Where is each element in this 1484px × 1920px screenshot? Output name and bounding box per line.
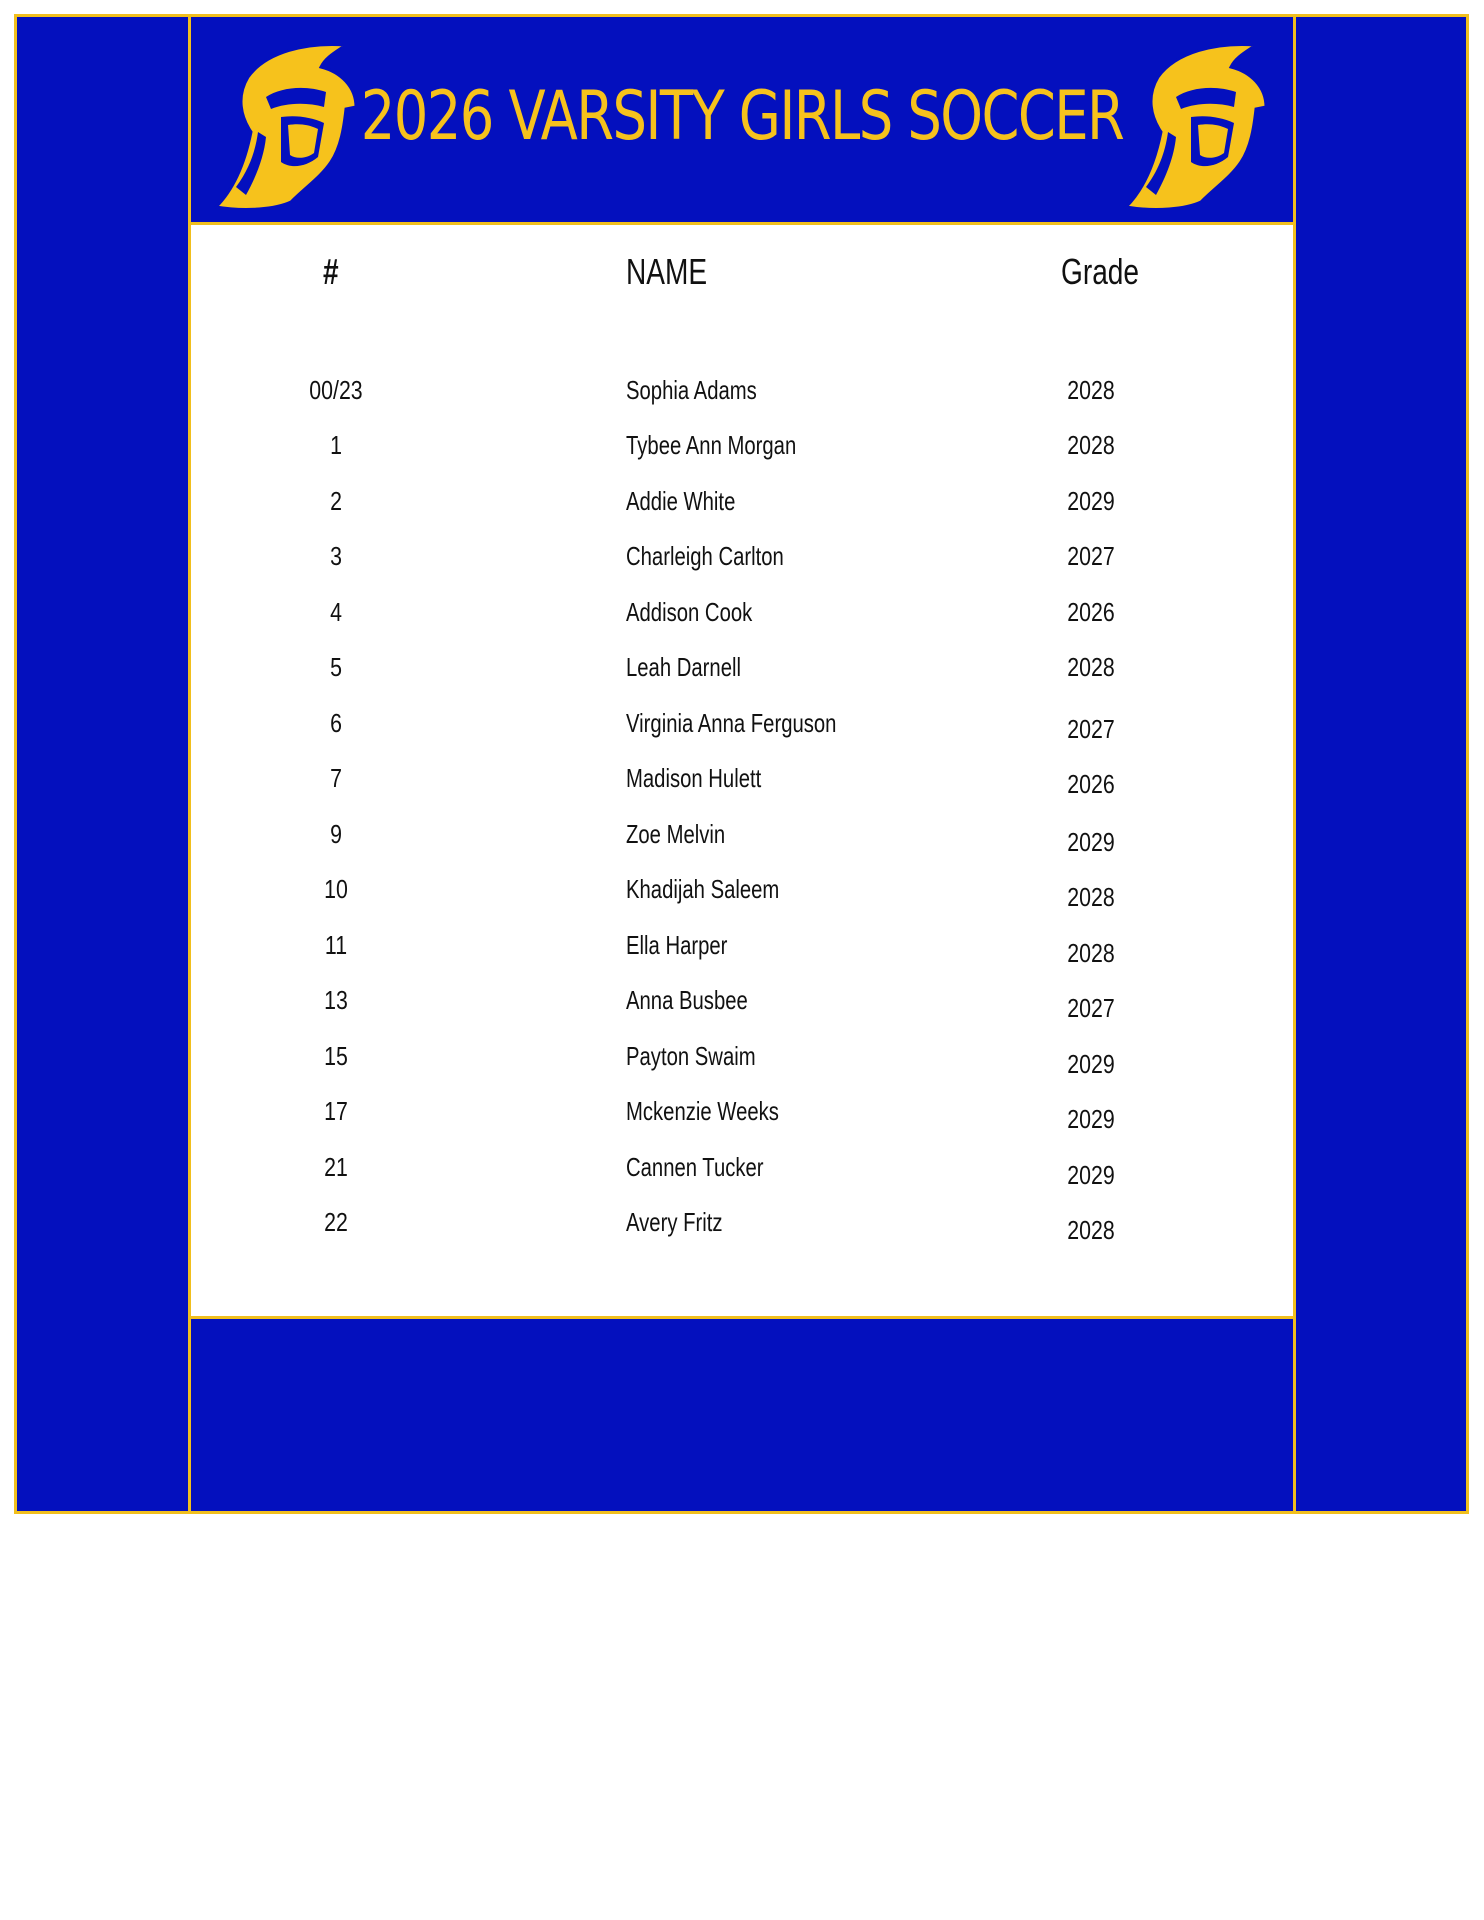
player-grade: 2028 (1067, 938, 1115, 968)
table-row (191, 710, 1293, 744)
player-number: 7 (330, 763, 342, 793)
player-number: 21 (324, 1152, 348, 1182)
table-row (191, 765, 1293, 799)
player-grade: 2028 (1067, 430, 1115, 460)
table-row (191, 654, 1293, 688)
player-name: Cannen Tucker (626, 1152, 764, 1182)
roster-footer (191, 1319, 1293, 1511)
player-grade: 2027 (1067, 541, 1115, 571)
table-row (191, 821, 1293, 855)
table-row (191, 1098, 1293, 1132)
player-grade: 2028 (1067, 1215, 1115, 1245)
player-grade: 2026 (1067, 769, 1115, 799)
player-number: 4 (330, 597, 342, 627)
player-grade: 2026 (1067, 597, 1115, 627)
player-number: 2 (330, 486, 342, 516)
table-row (191, 1209, 1293, 1243)
player-name: Avery Fritz (626, 1207, 723, 1237)
player-number: 00/23 (309, 375, 363, 405)
player-grade: 2029 (1067, 486, 1115, 516)
player-name: Sophia Adams (626, 375, 757, 405)
roster-header (191, 17, 1293, 225)
table-row (191, 1154, 1293, 1188)
player-name: Addie White (626, 486, 736, 516)
player-number: 11 (324, 930, 348, 960)
player-number: 22 (324, 1207, 348, 1237)
player-number: 13 (324, 985, 348, 1015)
player-name: Khadijah Saleem (626, 874, 780, 904)
roster-table (191, 225, 1293, 1319)
player-name: Ella Harper (626, 930, 728, 960)
player-number: 1 (330, 430, 342, 460)
player-grade: 2029 (1067, 1049, 1115, 1079)
player-name: Charleigh Carlton (626, 541, 784, 571)
player-number: 9 (330, 819, 342, 849)
player-grade: 2028 (1067, 882, 1115, 912)
table-row (191, 987, 1293, 1021)
trojan-helmet-icon (1106, 37, 1276, 217)
player-grade: 2028 (1067, 375, 1115, 405)
player-number: 5 (330, 652, 342, 682)
player-name: Addison Cook (626, 597, 753, 627)
player-name: Anna Busbee (626, 985, 748, 1015)
column-header-name: NAME (626, 251, 708, 292)
table-row (191, 488, 1293, 522)
player-name: Virginia Anna Ferguson (626, 708, 837, 738)
player-number: 10 (324, 874, 348, 904)
player-number: 17 (324, 1096, 348, 1126)
table-row (191, 1043, 1293, 1077)
player-grade: 2027 (1067, 993, 1115, 1023)
table-row (191, 932, 1293, 966)
column-header-number: # (323, 251, 339, 292)
table-row (191, 432, 1293, 466)
player-grade: 2029 (1067, 1160, 1115, 1190)
player-grade: 2027 (1067, 714, 1115, 744)
table-row (191, 599, 1293, 633)
player-number: 6 (330, 708, 342, 738)
player-name: Zoe Melvin (626, 819, 726, 849)
player-grade: 2028 (1067, 652, 1115, 682)
player-number: 3 (330, 541, 342, 571)
player-grade: 2029 (1067, 827, 1115, 857)
player-name: Madison Hulett (626, 763, 762, 793)
player-name: Leah Darnell (626, 652, 742, 682)
player-name: Mckenzie Weeks (626, 1096, 779, 1126)
table-row (191, 876, 1293, 910)
player-grade: 2029 (1067, 1104, 1115, 1134)
player-name: Tybee Ann Morgan (626, 430, 797, 460)
column-header-grade: Grade (1061, 251, 1140, 292)
player-name: Payton Swaim (626, 1041, 756, 1071)
page-title: 2026 VARSITY GIRLS SOCCER (360, 77, 1124, 156)
table-row (191, 543, 1293, 577)
table-row (191, 377, 1293, 411)
player-number: 15 (324, 1041, 348, 1071)
